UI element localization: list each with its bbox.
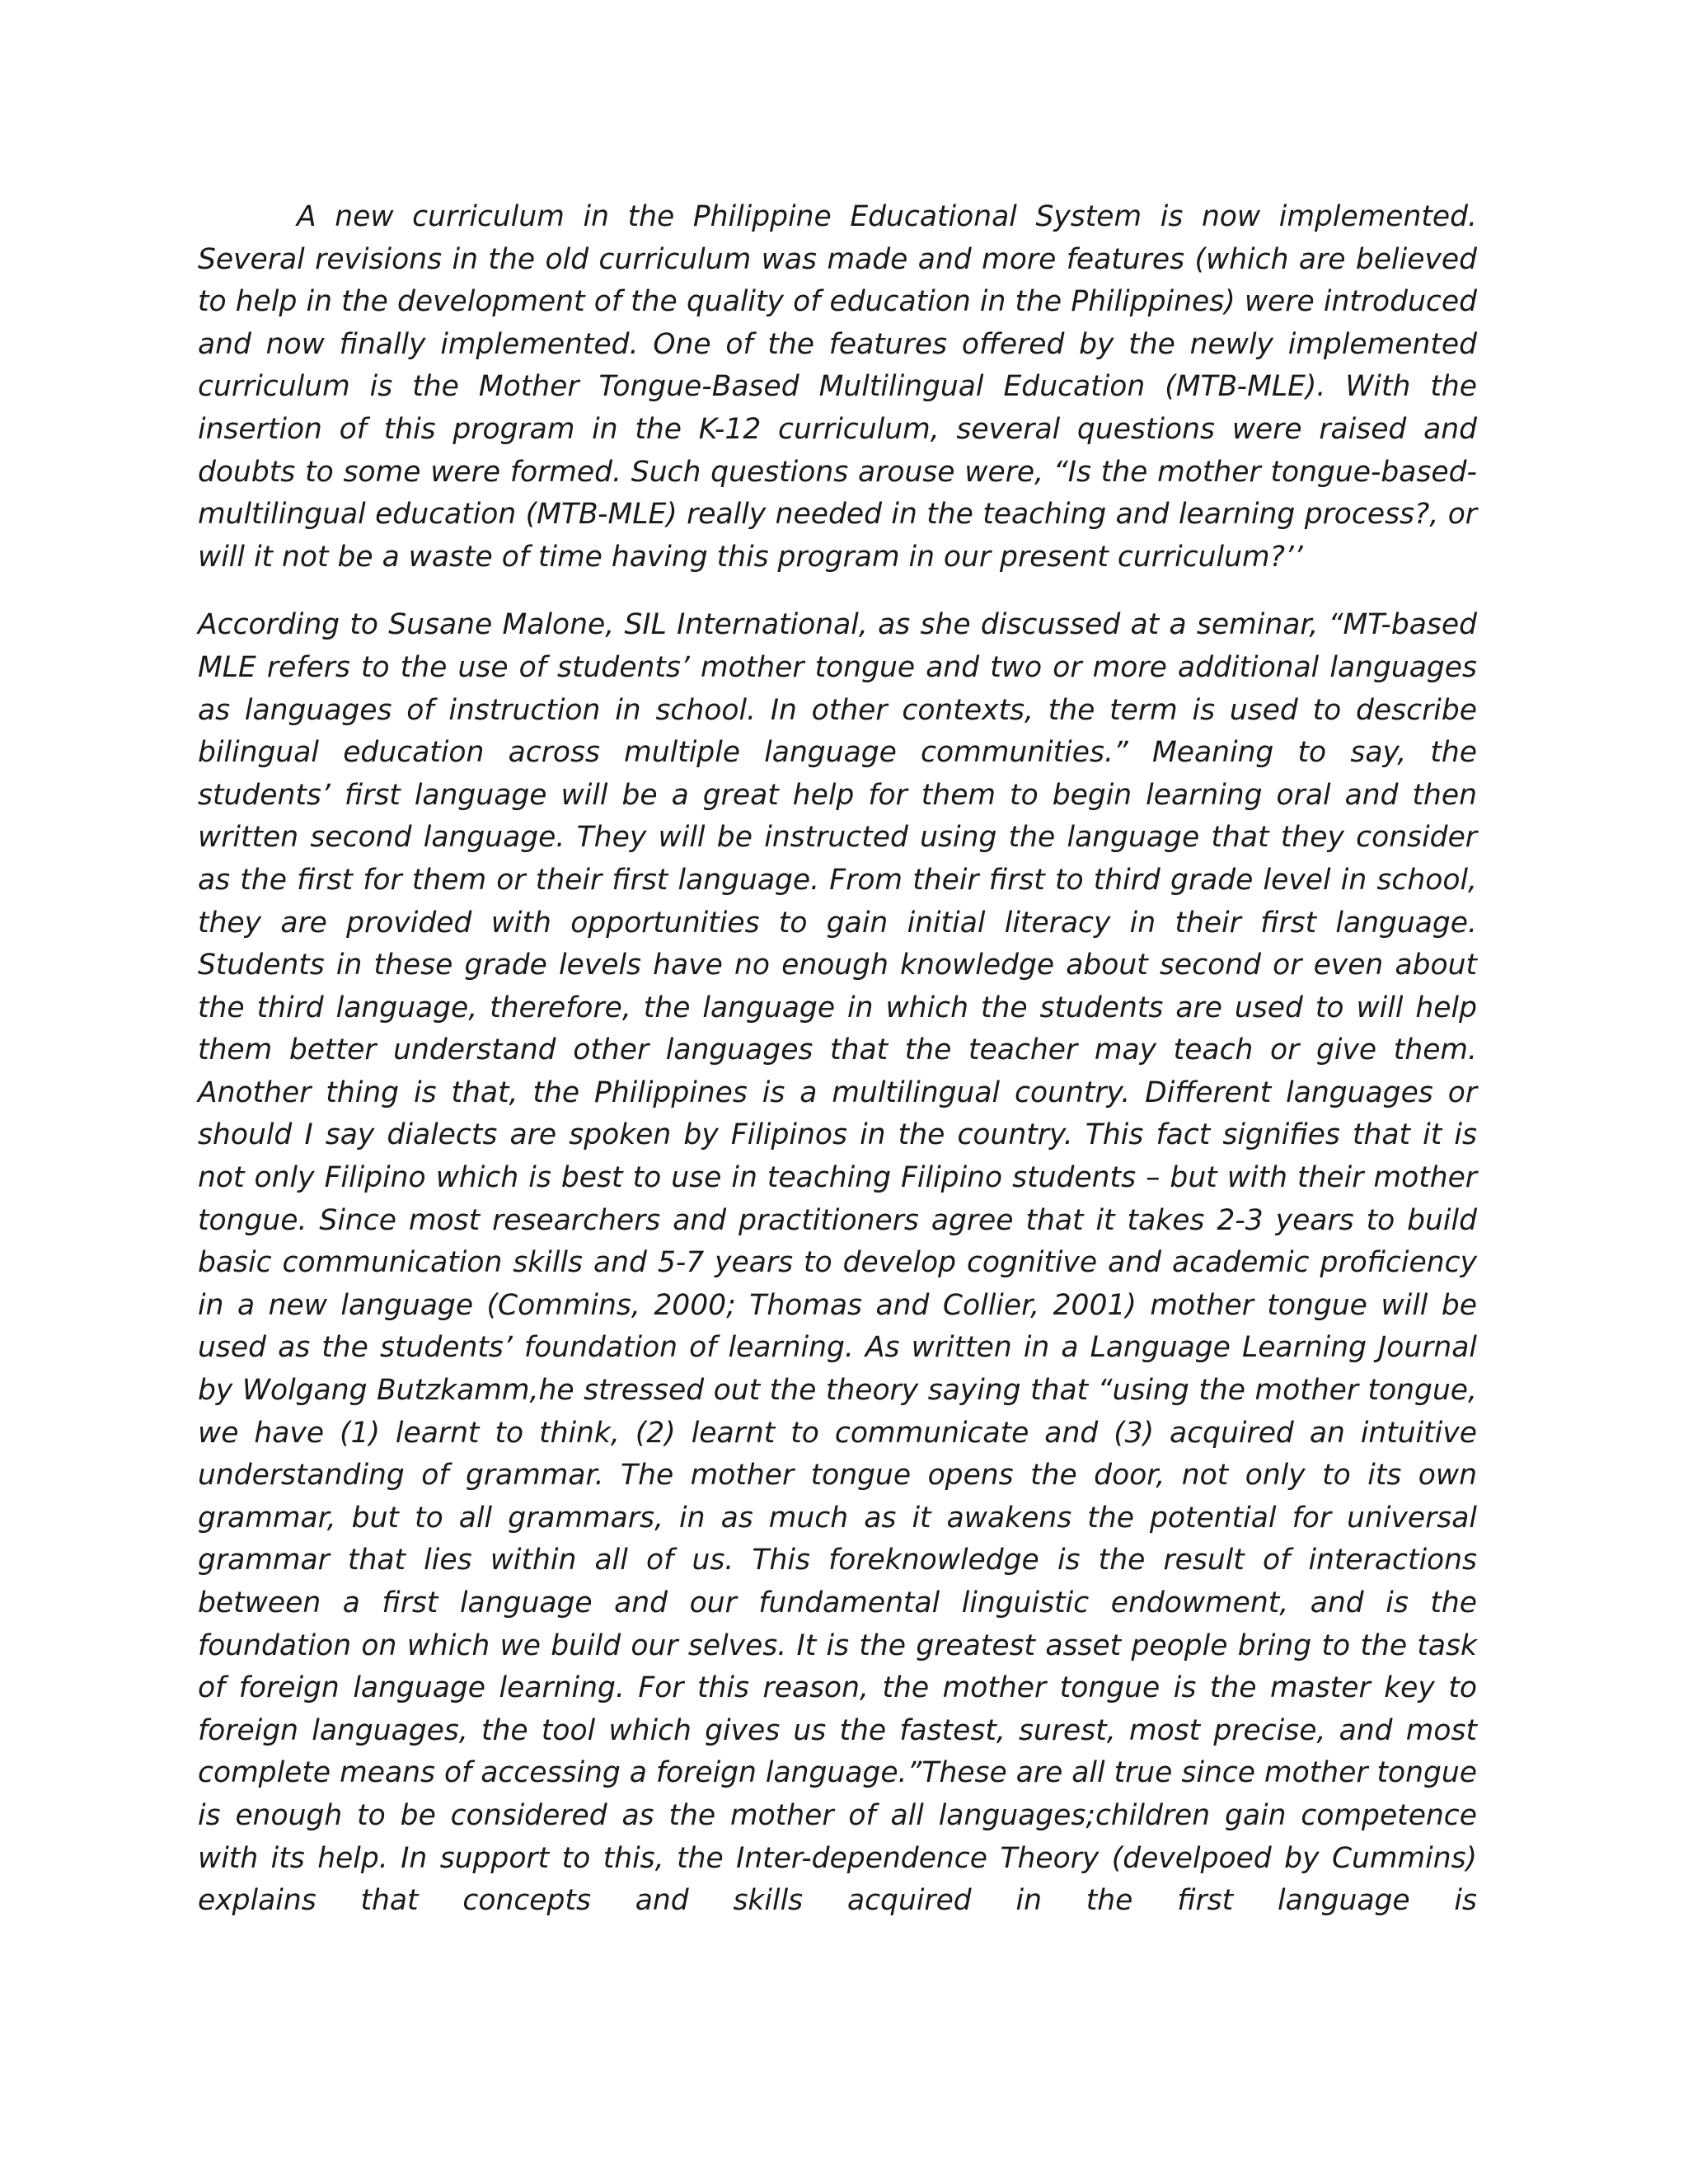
document-page <box>198 196 1477 1923</box>
paragraph-mtb-mle-discussion: According to Susane Malone, SIL International, as she discussed at a seminar, “MT-based MLE refers to the use of students’ mother tongue and two or more additional languages as languages of instruction in school. In other contexts, the term is used to describe bilingual education across multiple language communities.” Meaning to say, the students’ first language will be a great help for them to begin learning oral and then written second language. They will be instructed using the language that they consider as the first for them or their first language. From their first to third grade level in school, they are provided with opportunities to gain initial literacy in their first language. Students in these grade levels have no enough knowledge about second or even about the third language, therefore, the language in which the students are used to will help them better understand other languages that the teacher may teach or give them. Another thing is that, the Philippines is a multilingual country. Different languages or should I say dialects are spoken by Filipinos in the country. This fact signifies that it is not only Filipino which is best to use in teaching Filipino students – but with their mother tongue. Since most researchers and practitioners agree that it takes 2-3 years to build basic communication skills and 5-7 years to develop cognitive and academic proficiency in a new language (Commins, 2000; Thomas and Collier, 2001) mother tongue will be used as the students’ foundation of learning. As written in a Language Learning Journal by Wolgang Butzkamm,he stressed out the theory saying that “using the mother tongue, we have (1) learnt to think, (2) learnt to communicate and (3) acquired an intuitive understanding of grammar. The mother tongue opens the door, not only to its own grammar, but to all grammars, in as much as it awakens the potential for universal grammar that lies within all of us. This foreknowledge is the result of interactions between a first language and our fundamental linguistic endowment, and is the foundation on which we build our selves. It is the greatest asset people bring to the task of foreign language learning. For this reason, the mother tongue is the master key to foreign languages, the tool which gives us the fastest, surest, most precise, and most complete means of accessing a foreign language.”These are all true since mother tongue is enough to be considered as the mother of all languages;children gain competence with its help. In support to this, the Inter-dependence Theory (develpoed by Cummins) explains that concepts and skills acquired in the first language is <box>198 608 1477 1918</box>
paragraph-intro: A new curriculum in the Philippine Educational System is now implemented. Several revisions in the old curriculum was made and more features (which are believed to help in the development of the quality of education in the Philippines) were introduced and now finally implemented. One of the features offered by the newly implemented curriculum is the Mother Tongue-Based Multilingual Education (MTB-MLE). With the insertion of this program in the K-12 curriculum, several questions were raised and doubts to some were formed. Such questions arouse were, “Is the mother tongue-based-multilingual education (MTB-MLE) really needed in the teaching and learning process?, or will it not be a waste of time having this program in our present curriculum?’’ <box>198 200 1477 574</box>
